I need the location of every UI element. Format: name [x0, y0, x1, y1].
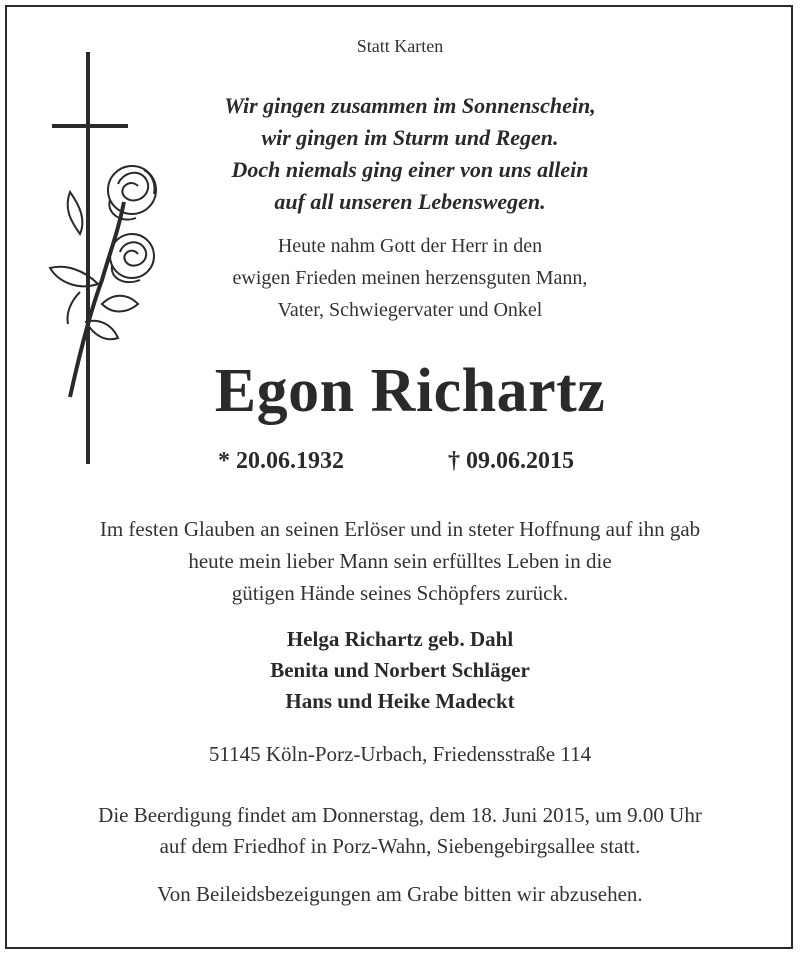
funeral-info — [0, 800, 800, 862]
funeral-line: auf dem Friedhof in Porz-Wahn, Siebengebirgsallee statt. — [159, 834, 641, 858]
funeral-line: Die Beerdigung findet am Donnerstag, dem 18. Juni 2015, um 9.00 Uhr — [98, 803, 702, 827]
family-member: Hans und Heike Madeckt — [285, 689, 515, 713]
closing-note: Von Beileidsbezeigungen am Grabe bitten wir abzusehen. — [157, 882, 643, 906]
address: 51145 Köln-Porz-Urbach, Friedensstraße 114 — [208, 742, 592, 766]
intro-text — [90, 230, 730, 326]
family-member: Benita und Norbert Schläger — [270, 658, 530, 682]
poem-line: auf all unseren Lebenswegen. — [274, 189, 546, 214]
poem-line: wir gingen im Sturm und Regen. — [261, 125, 559, 150]
family-member: Helga Richartz geb. Dahl — [286, 627, 514, 651]
intro-line: ewigen Frieden meinen herzensguten Mann, — [232, 267, 588, 289]
poem-line: Wir gingen zusammen im Sonnenschein, — [224, 93, 596, 118]
birth-date: * 20.06.1932 — [218, 448, 344, 474]
poem — [100, 90, 720, 218]
body-line: Im festen Glauben an seinen Erlöser und in steter Hoffnung auf ihn gab — [99, 517, 701, 541]
deceased-name: Egon Richartz — [214, 357, 606, 425]
intro-line: Heute nahm Gott der Herr in den — [277, 235, 543, 257]
body-line: gütigen Hände seines Schöpfers zurück. — [231, 581, 569, 605]
poem-line: Doch niemals ging einer von uns allein — [231, 157, 589, 182]
death-date: † 09.06.2015 — [448, 448, 574, 474]
notice-header: Statt Karten — [356, 36, 444, 56]
family-names — [0, 624, 800, 717]
body-line: heute mein lieber Mann sein erfülltes Leben in die — [188, 549, 612, 573]
body-text — [0, 513, 800, 609]
intro-line: Vater, Schwiegervater und Onkel — [277, 299, 543, 321]
